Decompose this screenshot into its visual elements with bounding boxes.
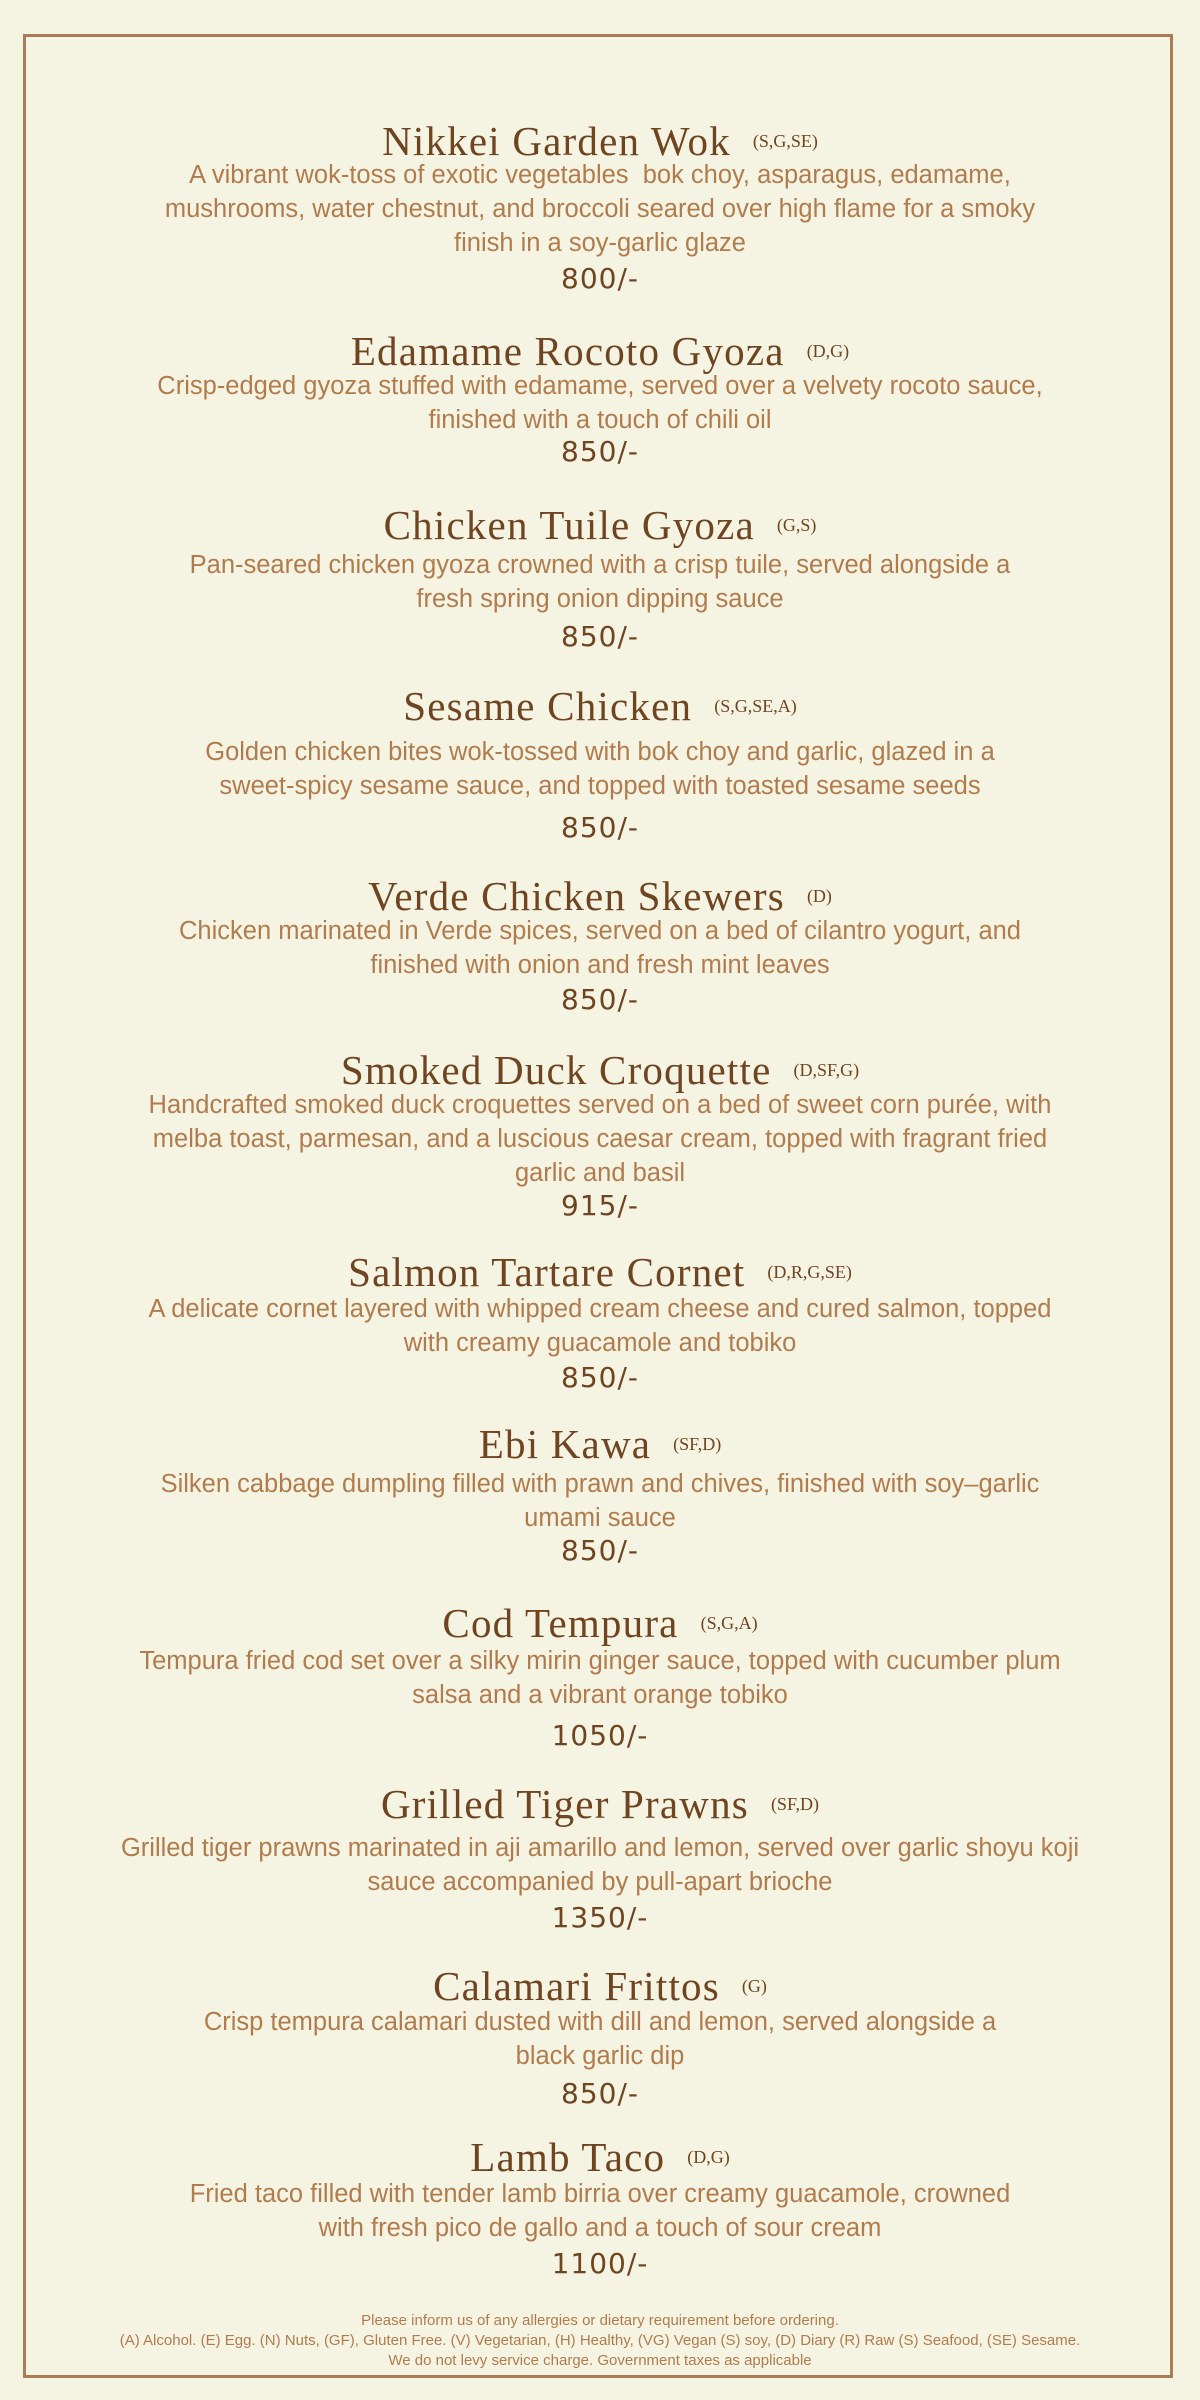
menu-item-name: Lamb Taco bbox=[470, 2134, 666, 2180]
menu-item-price: 850/- bbox=[561, 811, 639, 844]
description-line: finish in a soy-garlic glaze bbox=[454, 229, 746, 257]
description-line: Crisp tempura calamari dusted with dill and lemon, served alongside a bbox=[203, 2008, 997, 2036]
menu-item-allergens: (D,R,G,SE) bbox=[767, 1262, 852, 1282]
menu-item-price: 850/- bbox=[561, 2077, 639, 2110]
description-line: Chicken marinated in Verde spices, served on a bed of cilantro yogurt, and bbox=[179, 917, 1021, 945]
menu-item-heading bbox=[0, 683, 1200, 729]
menu-item-heading bbox=[0, 873, 1200, 919]
menu-item-allergens: (D,SF,G) bbox=[793, 1060, 860, 1080]
description-line: Pan-seared chicken gyoza crowned with a crisp tuile, served alongside a bbox=[189, 551, 1011, 579]
description-line: A vibrant wok-toss of exotic vegetables bok choy, asparagus, edamame, bbox=[189, 161, 1011, 189]
menu-item-allergens: (D) bbox=[806, 886, 832, 906]
description-line: finished with onion and fresh mint leaves bbox=[370, 951, 830, 979]
menu-item-name: Cod Tempura bbox=[442, 1600, 679, 1646]
menu-item-heading bbox=[0, 2134, 1200, 2180]
allergen-legend: (A) Alcohol. (E) Egg. (N) Nuts, (GF), Gluten Free. (V) Vegetarian, (H) Healthy, (VG) Vegan (S) soy, (D) Diary (R) Raw (S) Seafood, (SE) Sesame. bbox=[119, 2332, 1081, 2349]
menu-item-name: Sesame Chicken bbox=[403, 683, 693, 729]
menu-item-heading bbox=[0, 1600, 1200, 1646]
menu-item-name: Grilled Tiger Prawns bbox=[380, 1781, 749, 1827]
menu-item-price: 1350/- bbox=[551, 1901, 649, 1934]
menu-footer bbox=[0, 2311, 1200, 2371]
menu-item-heading bbox=[0, 1421, 1200, 1467]
description-line: sauce accompanied by pull-apart brioche bbox=[367, 1868, 833, 1896]
menu-item-name: Calamari Frittos bbox=[433, 1963, 720, 2009]
menu-item-description bbox=[0, 1644, 1200, 1712]
menu-item-heading bbox=[0, 1249, 1200, 1295]
menu-item-name: Nikkei Garden Wok bbox=[382, 118, 731, 164]
description-line: with fresh pico de gallo and a touch of sour cream bbox=[318, 2214, 882, 2242]
menu-item-name: Chicken Tuile Gyoza bbox=[383, 502, 755, 548]
description-line: Handcrafted smoked duck croquettes served on a bed of sweet corn purée, with bbox=[148, 1091, 1052, 1119]
menu-item-description bbox=[0, 2177, 1200, 2245]
menu-item-price: 1100/- bbox=[551, 2247, 649, 2280]
description-line: with creamy guacamole and tobiko bbox=[403, 1329, 797, 1357]
menu-item-description bbox=[0, 2005, 1200, 2073]
menu-item-description bbox=[0, 1831, 1200, 1899]
description-line: black garlic dip bbox=[515, 2042, 685, 2070]
description-line: salsa and a vibrant orange tobiko bbox=[412, 1681, 788, 1709]
menu-item-description bbox=[0, 1292, 1200, 1360]
description-line: Crisp-edged gyoza stuffed with edamame, served over a velvety rocoto sauce, bbox=[157, 372, 1043, 400]
description-line: Silken cabbage dumpling filled with prawn and chives, finished with soy–garlic bbox=[160, 1470, 1040, 1498]
menu-item-price: 850/- bbox=[561, 983, 639, 1016]
description-line: mushrooms, water chestnut, and broccoli seared over high flame for a smoky bbox=[164, 195, 1036, 223]
menu-item-description bbox=[0, 1467, 1200, 1535]
menu-item-description bbox=[0, 548, 1200, 616]
description-line: umami sauce bbox=[524, 1504, 676, 1532]
menu-item-name: Smoked Duck Croquette bbox=[340, 1047, 772, 1093]
menu-item-description bbox=[0, 158, 1200, 260]
menu-item-allergens: (SF,D) bbox=[770, 1794, 820, 1814]
menu-item-heading bbox=[0, 1047, 1200, 1093]
menu-item-heading bbox=[0, 328, 1200, 374]
description-line: A delicate cornet layered with whipped cream cheese and cured salmon, topped bbox=[148, 1295, 1052, 1323]
menu-item-allergens: (S,G,A) bbox=[700, 1613, 758, 1633]
menu-item-description bbox=[0, 369, 1200, 437]
menu-item-name: Verde Chicken Skewers bbox=[368, 873, 785, 919]
description-line: Tempura fried cod set over a silky mirin ginger sauce, topped with cucumber plum bbox=[139, 1647, 1061, 1675]
menu-item-heading bbox=[0, 1963, 1200, 2009]
menu-item-allergens: (SF,D) bbox=[673, 1434, 722, 1454]
menu-item-allergens: (S,G,SE) bbox=[752, 131, 818, 151]
menu-item-allergens: (G) bbox=[741, 1976, 767, 1996]
menu-item-description bbox=[0, 914, 1200, 982]
menu-item-price: 850/- bbox=[561, 620, 639, 653]
menu-item-price: 850/- bbox=[561, 1361, 639, 1394]
menu-item-heading bbox=[0, 502, 1200, 548]
description-line: melba toast, parmesan, and a luscious caesar cream, topped with fragrant fried bbox=[152, 1125, 1048, 1153]
menu-item-name: Edamame Rocoto Gyoza bbox=[350, 328, 785, 374]
menu-item-name: Ebi Kawa bbox=[478, 1421, 652, 1467]
description-line: Grilled tiger prawns marinated in aji amarillo and lemon, served over garlic shoyu koji bbox=[120, 1834, 1080, 1862]
menu-item-price: 850/- bbox=[561, 435, 639, 468]
menu-item-allergens: (D,G) bbox=[687, 2147, 730, 2167]
menu-item-description bbox=[0, 1088, 1200, 1190]
tax-notice: We do not levy service charge. Government taxes as applicable bbox=[388, 2352, 812, 2369]
menu-item-price: 850/- bbox=[561, 1534, 639, 1567]
allergy-notice: Please inform us of any allergies or dietary requirement before ordering. bbox=[361, 2312, 839, 2329]
menu-item-price: 1050/- bbox=[551, 1719, 649, 1752]
description-line: sweet-spicy sesame sauce, and topped with toasted sesame seeds bbox=[219, 772, 981, 800]
menu-item-allergens: (S,G,SE,A) bbox=[714, 696, 797, 716]
description-line: fresh spring onion dipping sauce bbox=[416, 585, 784, 613]
description-line: Fried taco filled with tender lamb birria over creamy guacamole, crowned bbox=[189, 2180, 1011, 2208]
menu-item-description bbox=[0, 735, 1200, 803]
menu-item-heading bbox=[0, 1781, 1200, 1827]
description-line: finished with a touch of chili oil bbox=[428, 406, 772, 434]
menu-item-allergens: (D,G) bbox=[806, 341, 850, 361]
menu-item-price: 915/- bbox=[561, 1189, 639, 1222]
menu-item-price: 800/- bbox=[561, 262, 639, 295]
description-line: Golden chicken bites wok-tossed with bok choy and garlic, glazed in a bbox=[205, 738, 995, 766]
description-line: garlic and basil bbox=[514, 1159, 686, 1187]
menu-item-allergens: (G,S) bbox=[776, 515, 817, 535]
menu-item-name: Salmon Tartare Cornet bbox=[348, 1249, 746, 1295]
